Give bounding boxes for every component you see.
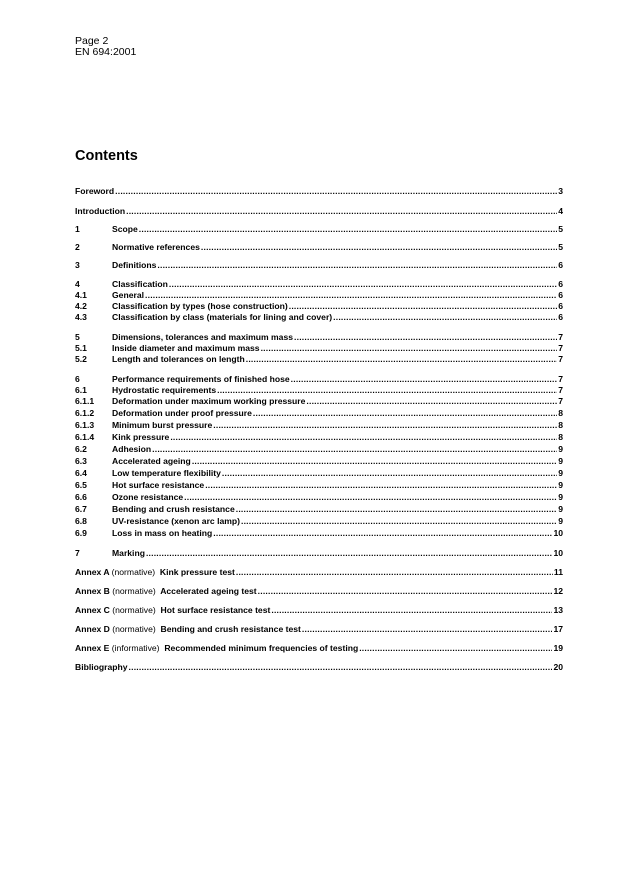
toc-entry-foreword[interactable] [75,186,563,197]
toc-entry[interactable] [75,343,563,354]
toc-annex-c[interactable] [75,605,563,616]
annex-kind: (informative) [111,643,160,653]
toc-entry[interactable] [75,354,563,365]
annex-kind: (normative) [112,605,156,615]
toc-entry-page: 17 [553,624,563,634]
toc-annex-b[interactable] [75,586,563,597]
toc-entry-number: 6.9 [75,528,87,538]
annex-label: Annex D [75,624,110,634]
toc-entry-page: 20 [553,662,563,672]
toc-entry-page: 6 [558,312,563,322]
toc-entry-page: 4 [558,206,563,216]
toc-entry-title: Recommended minimum frequencies of testing [164,643,359,653]
toc-entry-number: 6.1 [75,385,87,395]
toc-entry-title: Kink pressure test [159,567,235,577]
toc-entry[interactable] [75,528,563,539]
toc-entry[interactable] [75,242,563,253]
toc-entry-page: 8 [558,408,563,418]
toc-entry-title: Bibliography [75,662,128,672]
toc-entry[interactable] [75,516,563,527]
toc-entry-bibliography[interactable] [75,662,563,673]
toc-entry-page: 9 [558,456,563,466]
toc-entry-page: 7 [558,343,563,353]
toc-entry-number: 6.8 [75,516,87,526]
toc-entry[interactable] [75,290,563,301]
toc-entry[interactable] [75,312,563,323]
toc-entry-number: 6.5 [75,480,87,490]
toc-entry-title: Deformation under proof pressure [112,408,252,418]
toc-entry-number: 6 [75,374,80,384]
toc-entry-number: 6.3 [75,456,87,466]
toc-entry[interactable] [75,279,563,290]
toc-entry-title: Definitions [112,260,157,270]
toc-entry-title: Bending and crush resistance test [160,624,301,634]
toc-entry[interactable] [75,420,563,431]
toc-entry-title: Foreword [75,186,115,196]
toc-entry-number: 6.1.2 [75,408,95,418]
toc-annex-a[interactable] [75,567,563,578]
standard-id: EN 694:2001 [75,46,137,58]
toc-entry-introduction[interactable] [75,206,563,217]
toc-entry-title: Dimensions, tolerances and maximum mass [112,332,294,342]
toc-entry-title: Kink pressure [112,432,170,442]
toc-entry[interactable] [75,444,563,455]
toc-entry-page: 12 [553,586,563,596]
toc-entry-title: Marking [112,548,145,558]
toc-entry-number: 6.1.1 [75,396,95,406]
page-header [75,36,136,58]
toc-entry-number: 6.4 [75,468,87,478]
toc-entry-number: 6.7 [75,504,87,514]
toc-entry-title: Inside diameter and maximum mass [112,343,260,353]
toc-entry-title: Hot surface resistance test [160,605,271,615]
toc-entry-title: Deformation under maximum working pressure [112,396,306,406]
toc-entry-title: Length and tolerances on length [112,354,245,364]
toc-entry-title: Low temperature flexibility [112,468,221,478]
toc-entry-title: UV-resistance (xenon arc lamp) [112,516,240,526]
toc-entry-title: Minimum burst pressure [112,420,213,430]
toc-entry-number: 3 [75,260,80,270]
toc-entry-number: 2 [75,242,80,252]
toc-entry-number: 6.2 [75,444,87,454]
toc-entry-page: 9 [558,516,563,526]
toc-entry-page: 7 [558,374,563,384]
toc-entry-page: 6 [558,279,563,289]
toc-entry-title: Ozone resistance [112,492,184,502]
toc-entry[interactable] [75,260,563,271]
toc-entry-page: 5 [558,224,563,234]
toc-entry-page: 11 [553,567,563,577]
toc-entry-page: 7 [558,354,563,364]
toc-entry-number: 5.2 [75,354,87,364]
toc-entry-number: 6.1.4 [75,432,95,442]
toc-entry[interactable] [75,385,563,396]
toc-entry-number: 4.1 [75,290,87,300]
toc-entry[interactable] [75,480,563,491]
annex-kind: (normative) [112,624,156,634]
toc-entry-title: Hydrostatic requirements [112,385,217,395]
toc-entry[interactable] [75,396,563,407]
contents-title: Contents [75,148,138,164]
toc-entry-title: Accelerated ageing test [160,586,257,596]
toc-entry[interactable] [75,548,563,559]
toc-entry-title: Hot surface resistance [112,480,205,490]
toc-entry[interactable] [75,301,563,312]
toc-entry[interactable] [75,332,563,343]
toc-entry-title: Classification by class (materials for lining and cover) [112,312,333,322]
toc-entry-page: 6 [558,301,563,311]
toc-entry-page: 10 [553,528,563,538]
annex-label: Annex A [75,567,110,577]
toc-entry-page: 5 [558,242,563,252]
toc-entry[interactable] [75,224,563,235]
toc-entry[interactable] [75,468,563,479]
toc-entry[interactable] [75,432,563,443]
toc-entry-title: Accelerated ageing [112,456,191,466]
toc-entry-title: Bending and crush resistance [112,504,235,514]
annex-label: Annex B [75,586,110,596]
toc-annex-d[interactable] [75,624,563,635]
toc-entry-title: General [112,290,145,300]
toc-entry-page: 6 [558,290,563,300]
toc-entry-number: 6.6 [75,492,87,502]
toc-entry-page: 6 [558,260,563,270]
toc-entry-title: Scope [112,224,138,234]
toc-entry-page: 19 [553,643,563,653]
toc-entry-page: 8 [558,432,563,442]
toc-entry-page: 3 [558,186,563,196]
toc-entry[interactable] [75,408,563,419]
toc-entry-page: 7 [558,396,563,406]
toc-entry[interactable] [75,374,563,385]
page-number: Page 2 [75,35,109,47]
toc-entry-page: 7 [558,332,563,342]
toc-entry-number: 6.1.3 [75,420,95,430]
toc-entry-page: 13 [553,605,563,615]
toc-entry-page: 9 [558,468,563,478]
toc-entry-page: 10 [553,548,563,558]
toc-entry-number: 5 [75,332,80,342]
toc-annex-e[interactable] [75,643,563,654]
toc-entry-page: 8 [558,420,563,430]
toc-entry-title: Performance requirements of finished hose [112,374,290,384]
annex-kind: (normative) [112,586,156,596]
toc-entry-page: 9 [558,480,563,490]
toc-entry-number: 5.1 [75,343,87,353]
toc-entry-title: Adhesion [112,444,152,454]
toc-entry-number: 7 [75,548,80,558]
toc-entry-title: Classification [112,279,168,289]
toc-entry-number: 4.2 [75,301,87,311]
toc-entry-number: 1 [75,224,80,234]
toc-entry-number: 4.3 [75,312,87,322]
annex-label: Annex C [75,605,110,615]
annex-label: Annex E [75,643,110,653]
toc-entry-title: Normative references [112,242,200,252]
toc-entry-title: Introduction [75,206,126,216]
toc-entry[interactable] [75,492,563,503]
toc-entry-title: Loss in mass on heating [112,528,213,538]
toc-entry-page: 7 [558,385,563,395]
toc-entry-page: 9 [558,504,563,514]
toc-entry-title: Classification by types (hose construction) [112,301,288,311]
annex-kind: (normative) [111,567,156,577]
toc-entry-number: 4 [75,279,80,289]
toc-entry[interactable] [75,504,563,515]
toc-entry-page: 9 [558,444,563,454]
toc-entry[interactable] [75,456,563,467]
toc-entry-page: 9 [558,492,563,502]
